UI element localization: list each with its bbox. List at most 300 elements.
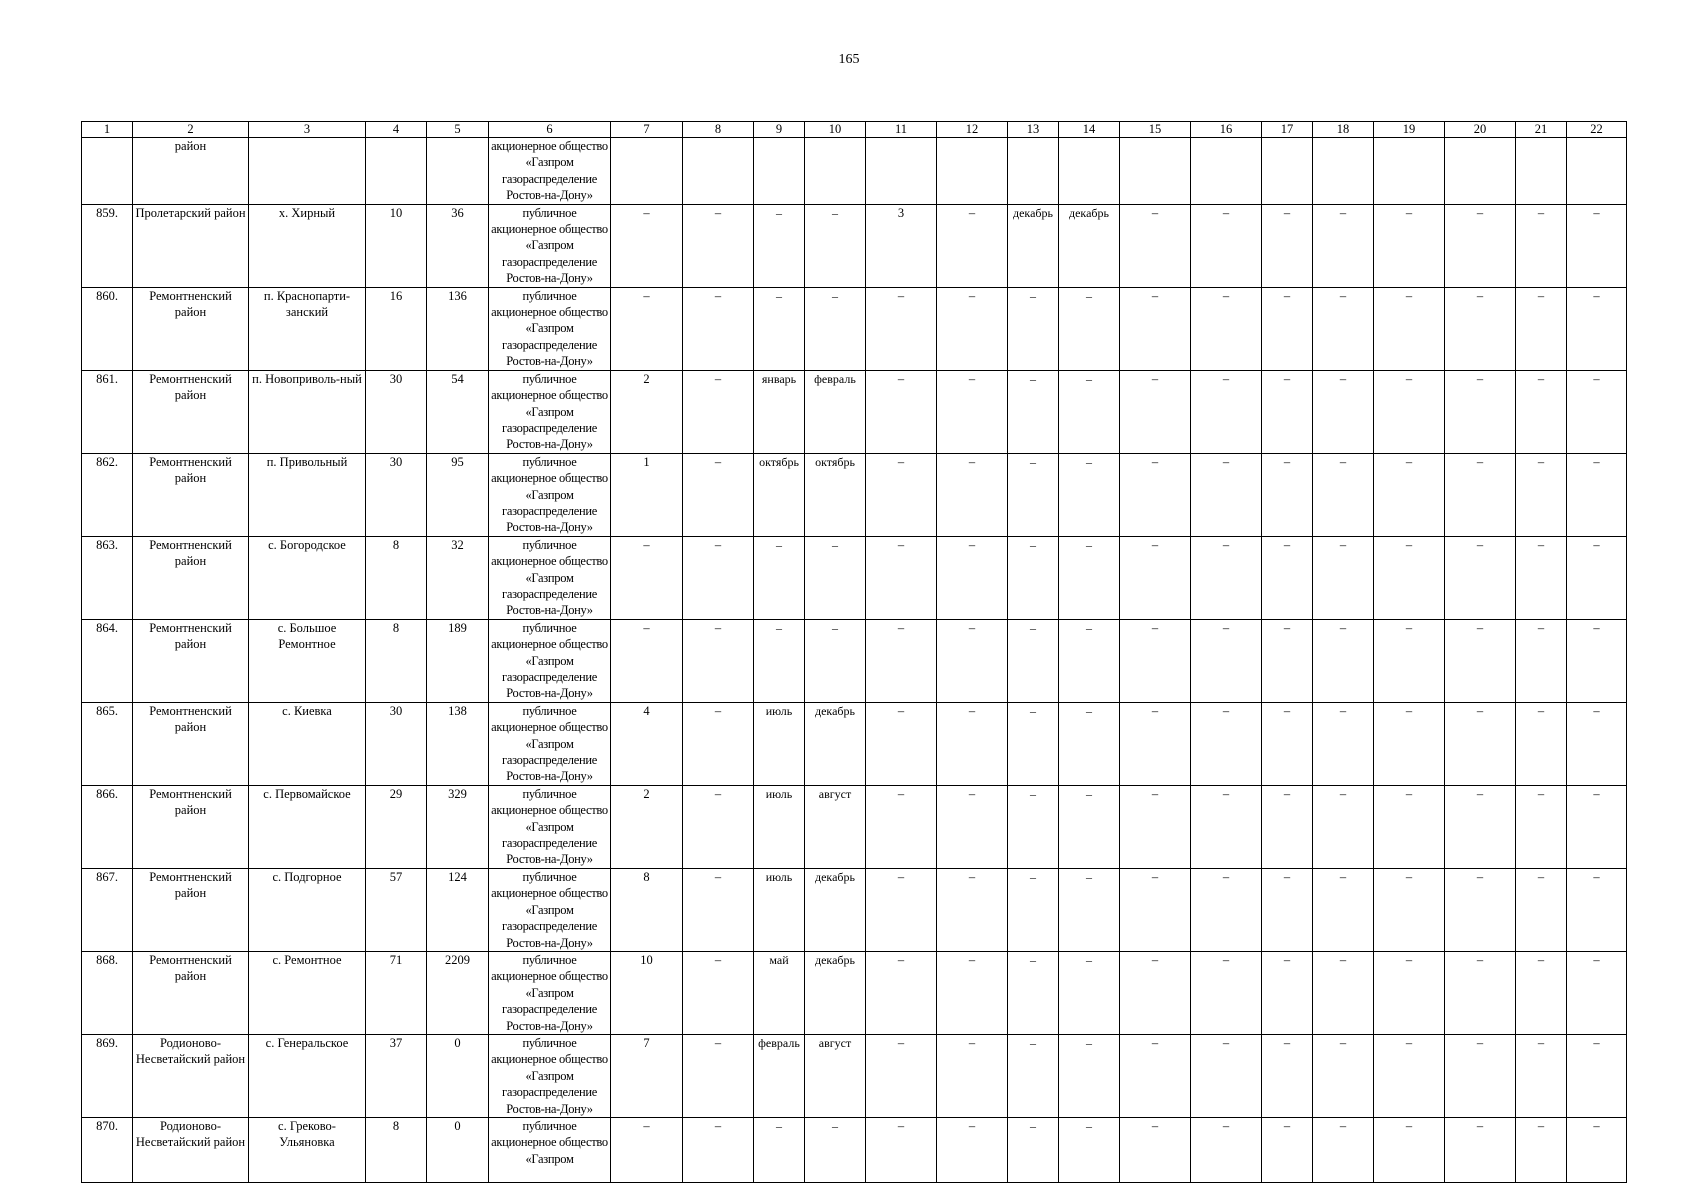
table-cell: – bbox=[937, 951, 1008, 1034]
table-row bbox=[82, 287, 1627, 370]
table-cell: – bbox=[683, 287, 754, 370]
table-cell: – bbox=[1191, 1117, 1262, 1182]
table-cell: район bbox=[133, 138, 249, 205]
table-cell: 30 bbox=[366, 702, 427, 785]
table-cell: – bbox=[683, 204, 754, 287]
table-cell: – bbox=[1313, 619, 1374, 702]
table-cell: – bbox=[1445, 619, 1516, 702]
table-cell: – bbox=[1262, 370, 1313, 453]
table-cell: декабрь bbox=[805, 868, 866, 951]
table-cell: – bbox=[1313, 868, 1374, 951]
table-cell: 0 bbox=[427, 1117, 489, 1182]
table-cell: 10 bbox=[366, 204, 427, 287]
table-cell: – bbox=[1567, 785, 1627, 868]
table-cell: – bbox=[1059, 287, 1120, 370]
table-cell: – bbox=[1445, 951, 1516, 1034]
table-cell: 861. bbox=[82, 370, 133, 453]
table-cell: Ремонтненский район bbox=[133, 287, 249, 370]
table-cell: – bbox=[1516, 1034, 1567, 1117]
table-cell: февраль bbox=[754, 1034, 805, 1117]
table-cell: с. Первомайское bbox=[249, 785, 366, 868]
table-cell: февраль bbox=[805, 370, 866, 453]
column-header: 21 bbox=[1516, 122, 1567, 138]
table-cell: – bbox=[937, 785, 1008, 868]
table-cell: 865. bbox=[82, 702, 133, 785]
table-cell bbox=[366, 138, 427, 205]
table-cell: публичное акционерное общество «Газпром газораспределение Ростов-на-Дону» bbox=[489, 287, 611, 370]
table-cell: Ремонтненский район bbox=[133, 619, 249, 702]
table-cell: – bbox=[1008, 785, 1059, 868]
table-cell: – bbox=[1120, 951, 1191, 1034]
table-cell: – bbox=[754, 1117, 805, 1182]
table-cell: – bbox=[1120, 619, 1191, 702]
table-cell bbox=[82, 138, 133, 205]
page-number: 165 bbox=[838, 52, 860, 67]
table-cell: – bbox=[1516, 868, 1567, 951]
table-cell: 868. bbox=[82, 951, 133, 1034]
table-body bbox=[82, 138, 1627, 1183]
table-cell: – bbox=[683, 1034, 754, 1117]
column-header: 14 bbox=[1059, 122, 1120, 138]
table-cell: – bbox=[866, 785, 937, 868]
table-cell: – bbox=[1445, 536, 1516, 619]
table-cell: 57 bbox=[366, 868, 427, 951]
column-header: 12 bbox=[937, 122, 1008, 138]
table-cell bbox=[683, 138, 754, 205]
table-cell: – bbox=[1262, 1117, 1313, 1182]
table-cell: – bbox=[866, 287, 937, 370]
table-cell: – bbox=[1059, 619, 1120, 702]
table-cell bbox=[249, 138, 366, 205]
table-cell: – bbox=[1313, 287, 1374, 370]
table-cell: – bbox=[683, 702, 754, 785]
table-cell: – bbox=[1516, 619, 1567, 702]
table-row bbox=[82, 1117, 1627, 1182]
table-cell: август bbox=[805, 1034, 866, 1117]
table-cell bbox=[1374, 138, 1445, 205]
table-cell: – bbox=[1445, 370, 1516, 453]
table-cell: 864. bbox=[82, 619, 133, 702]
table-cell: – bbox=[683, 370, 754, 453]
table-cell: – bbox=[1262, 951, 1313, 1034]
table-cell: – bbox=[1516, 370, 1567, 453]
table-cell: 2209 bbox=[427, 951, 489, 1034]
table-cell: – bbox=[1059, 1117, 1120, 1182]
table-cell bbox=[1059, 138, 1120, 205]
table-cell: 138 bbox=[427, 702, 489, 785]
table-cell: 866. bbox=[82, 785, 133, 868]
table-cell bbox=[866, 138, 937, 205]
table-cell: Ремонтненский район bbox=[133, 370, 249, 453]
table-cell bbox=[1262, 138, 1313, 205]
table-cell: – bbox=[1445, 1117, 1516, 1182]
table-cell: – bbox=[1120, 204, 1191, 287]
table-cell: – bbox=[805, 536, 866, 619]
table-cell: – bbox=[1567, 370, 1627, 453]
column-header: 1 bbox=[82, 122, 133, 138]
table-cell: – bbox=[611, 287, 683, 370]
table-cell: – bbox=[1262, 204, 1313, 287]
table-cell: – bbox=[1262, 868, 1313, 951]
table-cell: х. Хирный bbox=[249, 204, 366, 287]
table-cell: публичное акционерное общество «Газпром газораспределение Ростов-на-Дону» bbox=[489, 619, 611, 702]
table-cell: – bbox=[1516, 951, 1567, 1034]
table-cell: акционерное общество «Газпром газораспределение Ростов-на-Дону» bbox=[489, 138, 611, 205]
table-cell: август bbox=[805, 785, 866, 868]
table-cell: – bbox=[1567, 868, 1627, 951]
table-cell: 869. bbox=[82, 1034, 133, 1117]
column-header: 22 bbox=[1567, 122, 1627, 138]
table-cell: Ремонтненский район bbox=[133, 453, 249, 536]
table-cell: 8 bbox=[366, 536, 427, 619]
table-cell: 1 bbox=[611, 453, 683, 536]
table-row bbox=[82, 702, 1627, 785]
table-cell: – bbox=[1567, 702, 1627, 785]
table-cell: п. Привольный bbox=[249, 453, 366, 536]
table-cell: – bbox=[866, 951, 937, 1034]
table-cell: с. Ремонтное bbox=[249, 951, 366, 1034]
table-cell: – bbox=[1374, 370, 1445, 453]
table-cell: – bbox=[937, 1117, 1008, 1182]
table-cell: – bbox=[1262, 785, 1313, 868]
table-cell: – bbox=[866, 370, 937, 453]
table-cell: – bbox=[1516, 204, 1567, 287]
table-cell bbox=[1191, 138, 1262, 205]
table-cell: – bbox=[1008, 1034, 1059, 1117]
table-row bbox=[82, 370, 1627, 453]
table-cell: – bbox=[683, 785, 754, 868]
table-cell: – bbox=[1313, 702, 1374, 785]
table-cell: – bbox=[1262, 1034, 1313, 1117]
table-cell: публичное акционерное общество «Газпром bbox=[489, 1117, 611, 1182]
table-cell: – bbox=[611, 1117, 683, 1182]
table-cell: – bbox=[1059, 1034, 1120, 1117]
table-cell: – bbox=[1445, 453, 1516, 536]
table-row bbox=[82, 619, 1627, 702]
table-cell: – bbox=[1191, 951, 1262, 1034]
table-cell: – bbox=[937, 1034, 1008, 1117]
table-cell: – bbox=[937, 702, 1008, 785]
table-cell: 2 bbox=[611, 370, 683, 453]
table-cell: – bbox=[611, 536, 683, 619]
table-cell: – bbox=[1262, 287, 1313, 370]
table-cell: – bbox=[1445, 868, 1516, 951]
table-cell bbox=[427, 138, 489, 205]
table-cell: п. Краснопарти-занский bbox=[249, 287, 366, 370]
table-cell: – bbox=[1374, 1117, 1445, 1182]
table-cell: декабрь bbox=[805, 702, 866, 785]
header-row bbox=[82, 122, 1627, 138]
table-cell: – bbox=[1374, 785, 1445, 868]
table-cell: – bbox=[1567, 619, 1627, 702]
table-cell: – bbox=[1567, 204, 1627, 287]
table-cell: – bbox=[866, 1034, 937, 1117]
table-cell: – bbox=[611, 619, 683, 702]
table-cell: – bbox=[1008, 370, 1059, 453]
table-cell: – bbox=[1567, 536, 1627, 619]
table-cell: публичное акционерное общество «Газпром газораспределение Ростов-на-Дону» bbox=[489, 702, 611, 785]
table-cell: – bbox=[1008, 453, 1059, 536]
table-cell: – bbox=[1191, 868, 1262, 951]
table-cell: 870. bbox=[82, 1117, 133, 1182]
table-cell: – bbox=[1313, 1034, 1374, 1117]
table-cell bbox=[611, 138, 683, 205]
table-cell: 10 bbox=[611, 951, 683, 1034]
table-cell: октябрь bbox=[754, 453, 805, 536]
table-cell: – bbox=[1262, 536, 1313, 619]
column-header: 17 bbox=[1262, 122, 1313, 138]
column-header: 10 bbox=[805, 122, 866, 138]
table-cell: – bbox=[1516, 453, 1567, 536]
column-header: 13 bbox=[1008, 122, 1059, 138]
table-cell: 54 bbox=[427, 370, 489, 453]
table-cell: Ремонтненский район bbox=[133, 785, 249, 868]
table-cell: 124 bbox=[427, 868, 489, 951]
table-cell: – bbox=[805, 1117, 866, 1182]
table-cell: – bbox=[1313, 1117, 1374, 1182]
table-cell: 16 bbox=[366, 287, 427, 370]
table-cell: – bbox=[1313, 951, 1374, 1034]
table-cell: публичное акционерное общество «Газпром газораспределение Ростов-на-Дону» bbox=[489, 370, 611, 453]
table-cell: с. Киевка bbox=[249, 702, 366, 785]
table-cell: – bbox=[1445, 1034, 1516, 1117]
table-cell: – bbox=[937, 370, 1008, 453]
table-cell: – bbox=[754, 536, 805, 619]
table-cell: – bbox=[1567, 1034, 1627, 1117]
table-cell bbox=[805, 138, 866, 205]
table-cell bbox=[754, 138, 805, 205]
table-cell: – bbox=[937, 287, 1008, 370]
table-cell: – bbox=[1445, 287, 1516, 370]
table-cell: – bbox=[1374, 536, 1445, 619]
table-cell: – bbox=[1191, 702, 1262, 785]
table-cell: 37 bbox=[366, 1034, 427, 1117]
column-header: 7 bbox=[611, 122, 683, 138]
table-cell: – bbox=[937, 536, 1008, 619]
table-row bbox=[82, 868, 1627, 951]
column-header: 8 bbox=[683, 122, 754, 138]
table-cell: 8 bbox=[611, 868, 683, 951]
table-cell: – bbox=[1374, 702, 1445, 785]
table-cell: – bbox=[1120, 453, 1191, 536]
table-cell: – bbox=[1445, 702, 1516, 785]
table-cell: с. Большое Ремонтное bbox=[249, 619, 366, 702]
table-cell: 329 bbox=[427, 785, 489, 868]
table-cell: Родионово-Несветайский район bbox=[133, 1034, 249, 1117]
table-cell: 8 bbox=[366, 619, 427, 702]
table-cell: – bbox=[1313, 785, 1374, 868]
table-cell: – bbox=[1374, 868, 1445, 951]
table-cell: – bbox=[1059, 868, 1120, 951]
column-header: 15 bbox=[1120, 122, 1191, 138]
table-cell: декабрь bbox=[1008, 204, 1059, 287]
table-cell: Ремонтненский район bbox=[133, 868, 249, 951]
table-cell: 8 bbox=[366, 1117, 427, 1182]
table-cell: 7 bbox=[611, 1034, 683, 1117]
table-cell: – bbox=[805, 287, 866, 370]
table-cell bbox=[1313, 138, 1374, 205]
table-cell: – bbox=[1008, 1117, 1059, 1182]
table-cell: – bbox=[1120, 536, 1191, 619]
table-cell: – bbox=[805, 619, 866, 702]
column-header: 11 bbox=[866, 122, 937, 138]
table-row bbox=[82, 951, 1627, 1034]
column-header: 6 bbox=[489, 122, 611, 138]
table-cell: – bbox=[1516, 1117, 1567, 1182]
table-cell: – bbox=[1374, 204, 1445, 287]
column-header: 4 bbox=[366, 122, 427, 138]
table-cell: – bbox=[1008, 951, 1059, 1034]
table-row bbox=[82, 536, 1627, 619]
table-cell: 36 bbox=[427, 204, 489, 287]
table-row bbox=[82, 204, 1627, 287]
table-cell: – bbox=[611, 204, 683, 287]
table-cell: – bbox=[866, 619, 937, 702]
table-cell: 4 bbox=[611, 702, 683, 785]
table-cell: с. Греково-Ульяновка bbox=[249, 1117, 366, 1182]
table-cell: публичное акционерное общество «Газпром газораспределение Ростов-на-Дону» bbox=[489, 536, 611, 619]
table-cell: – bbox=[866, 702, 937, 785]
table-cell: – bbox=[1374, 1034, 1445, 1117]
table-cell: – bbox=[1567, 453, 1627, 536]
table-cell: 189 bbox=[427, 619, 489, 702]
table-cell: – bbox=[866, 1117, 937, 1182]
table-cell: – bbox=[1516, 785, 1567, 868]
table-cell: – bbox=[1191, 453, 1262, 536]
table-cell: – bbox=[683, 619, 754, 702]
table-cell: 32 bbox=[427, 536, 489, 619]
table-cell: – bbox=[866, 536, 937, 619]
table-cell: Родионово-Несветайский район bbox=[133, 1117, 249, 1182]
table-cell bbox=[1516, 138, 1567, 205]
table-cell: 860. bbox=[82, 287, 133, 370]
table-cell: – bbox=[1374, 619, 1445, 702]
table-cell: – bbox=[1059, 370, 1120, 453]
table-cell: – bbox=[1445, 204, 1516, 287]
table-cell: 30 bbox=[366, 370, 427, 453]
column-header: 9 bbox=[754, 122, 805, 138]
table-cell: 95 bbox=[427, 453, 489, 536]
table-cell: июль bbox=[754, 868, 805, 951]
table-cell: декабрь bbox=[1059, 204, 1120, 287]
table-cell: – bbox=[866, 453, 937, 536]
table-cell bbox=[937, 138, 1008, 205]
table-cell: – bbox=[1313, 204, 1374, 287]
table-cell: – bbox=[1374, 951, 1445, 1034]
table-cell: июль bbox=[754, 702, 805, 785]
table-cell: – bbox=[1059, 785, 1120, 868]
table-cell: публичное акционерное общество «Газпром газораспределение Ростов-на-Дону» bbox=[489, 204, 611, 287]
table-cell: – bbox=[1120, 1117, 1191, 1182]
table-cell: – bbox=[1191, 287, 1262, 370]
table-cell: 136 bbox=[427, 287, 489, 370]
table-cell: – bbox=[1191, 619, 1262, 702]
table-cell: Пролетарский район bbox=[133, 204, 249, 287]
table-cell bbox=[1120, 138, 1191, 205]
table-cell: публичное акционерное общество «Газпром газораспределение Ростов-на-Дону» bbox=[489, 951, 611, 1034]
column-header: 19 bbox=[1374, 122, 1445, 138]
table-cell: публичное акционерное общество «Газпром газораспределение Ростов-на-Дону» bbox=[489, 453, 611, 536]
table-cell: Ремонтненский район bbox=[133, 702, 249, 785]
table-cell: – bbox=[1008, 536, 1059, 619]
table-cell: – bbox=[683, 536, 754, 619]
table-cell: – bbox=[1262, 619, 1313, 702]
table-cell: – bbox=[1008, 619, 1059, 702]
table-cell: – bbox=[1313, 453, 1374, 536]
table-cell: – bbox=[1120, 370, 1191, 453]
table-cell: 30 bbox=[366, 453, 427, 536]
table-cell: – bbox=[1120, 1034, 1191, 1117]
table-row bbox=[82, 138, 1627, 205]
table-cell: – bbox=[1262, 702, 1313, 785]
table-cell: – bbox=[683, 1117, 754, 1182]
table-row bbox=[82, 785, 1627, 868]
column-header: 5 bbox=[427, 122, 489, 138]
table-cell: 859. bbox=[82, 204, 133, 287]
table-cell: октябрь bbox=[805, 453, 866, 536]
table-cell: – bbox=[1120, 702, 1191, 785]
table-cell: с. Подгорное bbox=[249, 868, 366, 951]
table-cell: – bbox=[1191, 370, 1262, 453]
table-cell: 867. bbox=[82, 868, 133, 951]
table-cell: – bbox=[1445, 785, 1516, 868]
table-cell: – bbox=[1313, 370, 1374, 453]
table-cell: – bbox=[1374, 453, 1445, 536]
table-cell: – bbox=[754, 619, 805, 702]
table-header bbox=[82, 122, 1627, 138]
column-header: 3 bbox=[249, 122, 366, 138]
table-cell: январь bbox=[754, 370, 805, 453]
table-cell: – bbox=[1120, 868, 1191, 951]
table-cell: – bbox=[937, 868, 1008, 951]
table-cell: 71 bbox=[366, 951, 427, 1034]
table-cell: 863. bbox=[82, 536, 133, 619]
table-cell: – bbox=[1059, 702, 1120, 785]
table-row bbox=[82, 1034, 1627, 1117]
table-cell: – bbox=[1567, 1117, 1627, 1182]
table-cell: – bbox=[1059, 536, 1120, 619]
table-cell: – bbox=[1008, 868, 1059, 951]
table-cell: – bbox=[1191, 1034, 1262, 1117]
table-cell: – bbox=[1191, 785, 1262, 868]
table-cell: п. Новоприволь-ный bbox=[249, 370, 366, 453]
table-cell: – bbox=[1374, 287, 1445, 370]
table-cell: – bbox=[1567, 951, 1627, 1034]
table-cell: публичное акционерное общество «Газпром газораспределение Ростов-на-Дону» bbox=[489, 1034, 611, 1117]
table-cell: – bbox=[1191, 536, 1262, 619]
table-cell: – bbox=[1567, 287, 1627, 370]
table-cell: Ремонтненский район bbox=[133, 536, 249, 619]
table-cell: – bbox=[683, 453, 754, 536]
table-cell: – bbox=[1008, 287, 1059, 370]
table-cell: июль bbox=[754, 785, 805, 868]
table-cell: публичное акционерное общество «Газпром газораспределение Ростов-на-Дону» bbox=[489, 785, 611, 868]
column-header: 18 bbox=[1313, 122, 1374, 138]
table-cell: декабрь bbox=[805, 951, 866, 1034]
table-cell: – bbox=[1262, 453, 1313, 536]
table-cell: – bbox=[754, 204, 805, 287]
table-row bbox=[82, 453, 1627, 536]
column-header: 20 bbox=[1445, 122, 1516, 138]
column-header: 2 bbox=[133, 122, 249, 138]
table-cell: 862. bbox=[82, 453, 133, 536]
table-cell: май bbox=[754, 951, 805, 1034]
table-cell: 29 bbox=[366, 785, 427, 868]
table-cell: – bbox=[1516, 536, 1567, 619]
table-cell: – bbox=[1059, 951, 1120, 1034]
table-cell: с. Генеральское bbox=[249, 1034, 366, 1117]
table-cell: публичное акционерное общество «Газпром газораспределение Ростов-на-Дону» bbox=[489, 868, 611, 951]
